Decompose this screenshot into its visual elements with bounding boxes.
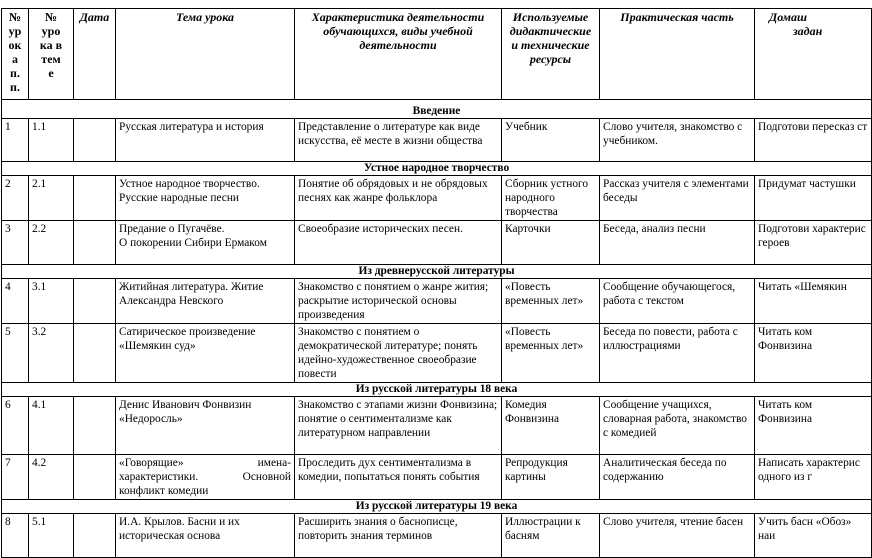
cell-resources: Карточки (502, 221, 600, 265)
cell-homework: Подготови пересказ ст (755, 119, 872, 162)
cell-date (74, 119, 116, 162)
cell-practice: Сообщение обучающегося, работа с текстом (600, 279, 755, 324)
header-row (2, 9, 872, 100)
cell-num: 5 (2, 324, 29, 383)
cell-homework: Подготови характерис героев (755, 221, 872, 265)
cell-num: 1 (2, 119, 29, 162)
cell-sub: 4.1 (29, 397, 74, 455)
cell-activity: Своеобразие исторических песен. (295, 221, 502, 265)
cell-sub: 2.1 (29, 176, 74, 221)
section-row (2, 500, 872, 514)
section-intro: Введение (2, 100, 872, 119)
header-topic-num: № уро ка в тем е (29, 9, 74, 100)
lesson-plan-table (1, 8, 872, 558)
cell-num: 4 (2, 279, 29, 324)
cell-activity: Расширить знания о баснописце, повторить знания терминов (295, 514, 502, 558)
cell-num: 8 (2, 514, 29, 558)
cell-activity: Знакомство с понятием о жанре жития; раскрытие исторической основы произведения (295, 279, 502, 324)
cell-sub: 1.1 (29, 119, 74, 162)
cell-topic: Русская литература и история (116, 119, 295, 162)
table-row (2, 324, 872, 383)
cell-practice: Беседа, анализ песни (600, 221, 755, 265)
cell-practice: Беседа по повести, работа с иллюстрациями (600, 324, 755, 383)
cell-num: 6 (2, 397, 29, 455)
section-19th-century: Из русской литературы 19 века (2, 500, 872, 514)
cell-date (74, 176, 116, 221)
cell-activity: Знакомство с понятием о демократической литературе; понять идейно-художественное своеобразие повести (295, 324, 502, 383)
section-row (2, 265, 872, 279)
section-row (2, 100, 872, 119)
table-row (2, 514, 872, 558)
header-activity: Характеристика деятельности обучающихся, виды учебной деятельности (295, 9, 502, 100)
cell-sub: 3.2 (29, 324, 74, 383)
cell-resources: Репродукция картины (502, 455, 600, 500)
cell-sub: 3.1 (29, 279, 74, 324)
section-row (2, 383, 872, 397)
cell-activity: Понятие об обрядовых и не обрядовых песнях как жанре фольклора (295, 176, 502, 221)
cell-topic: И.А. Крылов. Басни и их историческая основа (116, 514, 295, 558)
cell-resources: «Повесть временных лет» (502, 324, 600, 383)
cell-topic: Житийная литература. Житие Александра Невского (116, 279, 295, 324)
table-row (2, 221, 872, 265)
table-row (2, 397, 872, 455)
cell-homework: Читать ком Фонвизина (755, 324, 872, 383)
cell-num: 2 (2, 176, 29, 221)
section-oral: Устное народное творчество (2, 162, 872, 176)
cell-topic: Сатирическое произведение «Шемякин суд» (116, 324, 295, 383)
table-row (2, 455, 872, 500)
section-row (2, 162, 872, 176)
cell-date (74, 324, 116, 383)
cell-practice: Сообщение учащихся, словарная работа, знакомство с комедией (600, 397, 755, 455)
cell-homework: Читать «Шемякин (755, 279, 872, 324)
cell-topic: Устное народное творчество. Русские народные песни (116, 176, 295, 221)
cell-num: 7 (2, 455, 29, 500)
cell-sub: 5.1 (29, 514, 74, 558)
cell-date (74, 221, 116, 265)
cell-homework: Написать характерис одного из г (755, 455, 872, 500)
header-num: № ур ок а п. п. (2, 9, 29, 100)
cell-activity: Знакомство с этапами жизни Фонвизина; понятие о сентиментализме как литературном направлении (295, 397, 502, 455)
header-topic: Тема урока (116, 9, 295, 100)
cell-practice: Слово учителя, знакомство с учебником. (600, 119, 755, 162)
cell-num: 3 (2, 221, 29, 265)
cell-resources: Учебник (502, 119, 600, 162)
cell-activity: Проследить дух сентиментализма в комедии, попытаться понять события (295, 455, 502, 500)
cell-resources: «Повесть временных лет» (502, 279, 600, 324)
cell-date (74, 397, 116, 455)
table-row (2, 119, 872, 162)
cell-topic: «Говорящие» имена-характеристики. Основной конфликт комедии (116, 455, 295, 500)
table-row (2, 279, 872, 324)
header-date: Дата (74, 9, 116, 100)
cell-topic: Предание о Пугачёве. О покорении Сибири Ермаком (116, 221, 295, 265)
cell-homework: Читать ком Фонвизина (755, 397, 872, 455)
cell-practice: Рассказ учителя с элементами беседы (600, 176, 755, 221)
cell-topic: Денис Иванович Фонвизин «Недоросль» (116, 397, 295, 455)
cell-resources: Комедия Фонвизина (502, 397, 600, 455)
cell-sub: 4.2 (29, 455, 74, 500)
cell-practice: Аналитическая беседа по содержанию (600, 455, 755, 500)
cell-activity: Представление о литературе как виде искусства, её месте в жизни общества (295, 119, 502, 162)
header-practice: Практическая часть (600, 9, 755, 100)
cell-date (74, 455, 116, 500)
cell-practice: Слово учителя, чтение басен (600, 514, 755, 558)
cell-sub: 2.2 (29, 221, 74, 265)
cell-date (74, 514, 116, 558)
cell-homework: Учить басн «Обоз» наи (755, 514, 872, 558)
cell-date (74, 279, 116, 324)
section-18th-century: Из русской литературы 18 века (2, 383, 872, 397)
header-homework: Домаш задан (755, 9, 872, 100)
cell-resources: Сборник устного народного творчества (502, 176, 600, 221)
cell-homework: Придумат частушки (755, 176, 872, 221)
table-row (2, 176, 872, 221)
section-old-russian: Из древнерусской литературы (2, 265, 872, 279)
header-resources: Используемые дидактические и технические ресурсы (502, 9, 600, 100)
cell-resources: Иллюстрации к басням (502, 514, 600, 558)
